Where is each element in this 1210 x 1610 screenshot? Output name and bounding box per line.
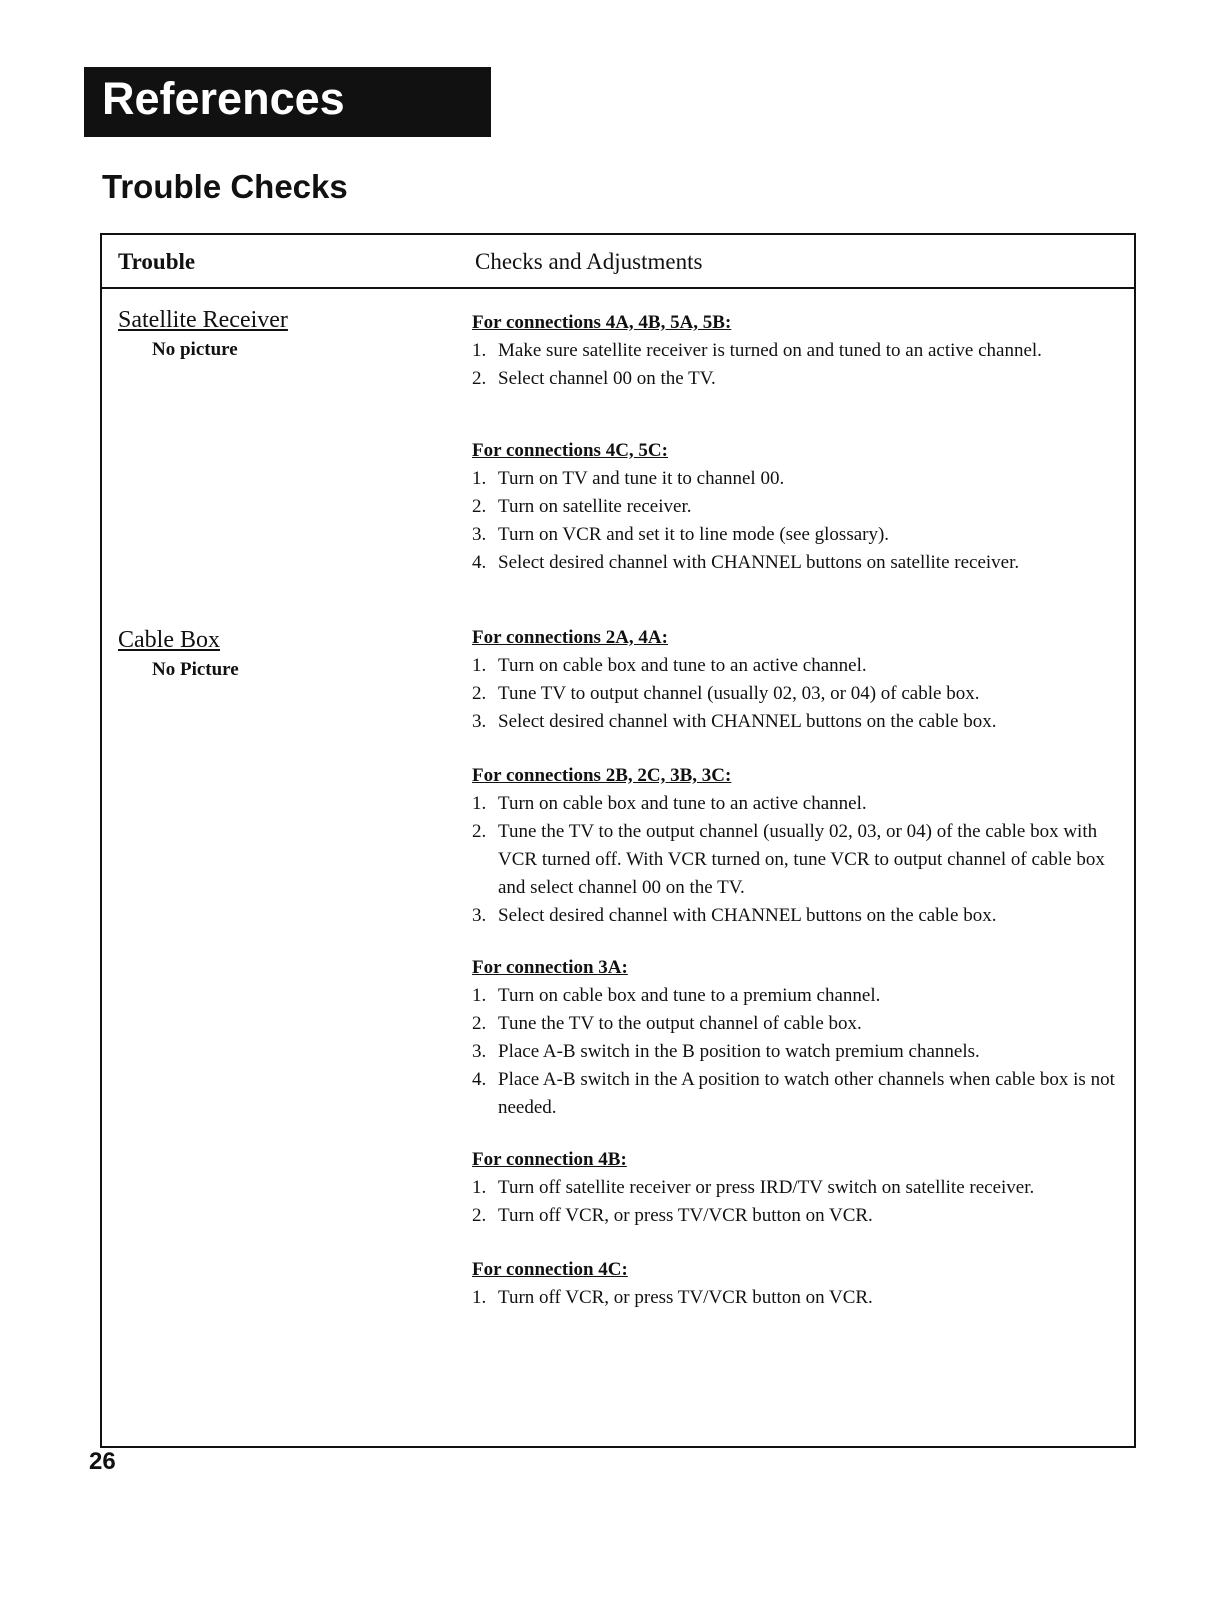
trouble-table — [100, 233, 1136, 1448]
step-item: 2. Tune TV to output channel (usually 02, 03, or 04) of cable box. — [472, 683, 980, 704]
step-item: 1. Turn on cable box and tune to an active channel. — [472, 655, 867, 676]
group-heading: For connections 2A, 4A: — [472, 627, 668, 648]
trouble-symptom: No Picture — [152, 659, 239, 680]
check-group — [472, 624, 1122, 736]
step-item: 2. Tune the TV to the output channel (usually 02, 03, or 04) of the cable box with VCR turned off. With VCR turned on, tune VCR to output channel of cable box and select channel 00 on the TV. — [472, 821, 1105, 898]
group-heading: For connections 4A, 4B, 5A, 5B: — [472, 312, 732, 333]
section-banner — [84, 67, 491, 137]
column-header-checks: Checks and Adjustments — [475, 249, 703, 274]
page-title: Trouble Checks — [102, 168, 348, 205]
trouble-symptom: No picture — [152, 339, 238, 360]
group-heading: For connection 3A: — [472, 957, 628, 978]
check-group — [472, 762, 1122, 930]
group-heading: For connection 4B: — [472, 1149, 627, 1170]
check-group — [472, 437, 1122, 577]
group-heading: For connection 4C: — [472, 1259, 628, 1280]
check-group — [472, 1256, 1122, 1312]
page-number: 26 — [89, 1448, 116, 1475]
banner-title: References — [102, 73, 345, 124]
step-item: 1. Turn off satellite receiver or press IRD/TV switch on satellite receiver. — [472, 1177, 1035, 1198]
step-item: 2. Turn off VCR, or press TV/VCR button on VCR. — [472, 1205, 873, 1226]
group-heading: For connections 2B, 2C, 3B, 3C: — [472, 765, 732, 786]
trouble-category: Satellite Receiver — [118, 307, 288, 333]
step-item: 3. Turn on VCR and set it to line mode (see glossary). — [472, 524, 890, 545]
step-item: 1. Turn on cable box and tune to a premium channel. — [472, 985, 881, 1006]
step-item: 3. Select desired channel with CHANNEL buttons on the cable box. — [472, 905, 997, 926]
check-group — [472, 309, 1122, 393]
step-item: 2. Select channel 00 on the TV. — [472, 368, 716, 389]
step-item: 1. Make sure satellite receiver is turned on and tuned to an active channel. — [472, 340, 1042, 361]
step-item: 1. Turn on cable box and tune to an active channel. — [472, 793, 867, 814]
step-item: 2. Turn on satellite receiver. — [472, 496, 692, 517]
column-header-trouble: Trouble — [118, 249, 196, 274]
step-item: 4. Place A-B switch in the A position to watch other channels when cable box is not needed. — [472, 1069, 1115, 1118]
trouble-category: Cable Box — [118, 627, 220, 653]
step-item: 3. Select desired channel with CHANNEL buttons on the cable box. — [472, 711, 997, 732]
group-heading: For connections 4C, 5C: — [472, 440, 668, 461]
step-item: 2. Tune the TV to the output channel of cable box. — [472, 1013, 862, 1034]
step-item: 1. Turn on TV and tune it to channel 00. — [472, 468, 785, 489]
step-item: 4. Select desired channel with CHANNEL buttons on satellite receiver. — [472, 552, 1020, 573]
step-item: 3. Place A-B switch in the B position to watch premium channels. — [472, 1041, 980, 1062]
step-item: 1. Turn off VCR, or press TV/VCR button on VCR. — [472, 1287, 873, 1308]
check-group — [472, 1146, 1122, 1230]
table-header — [102, 235, 1134, 289]
check-group — [472, 954, 1122, 1122]
